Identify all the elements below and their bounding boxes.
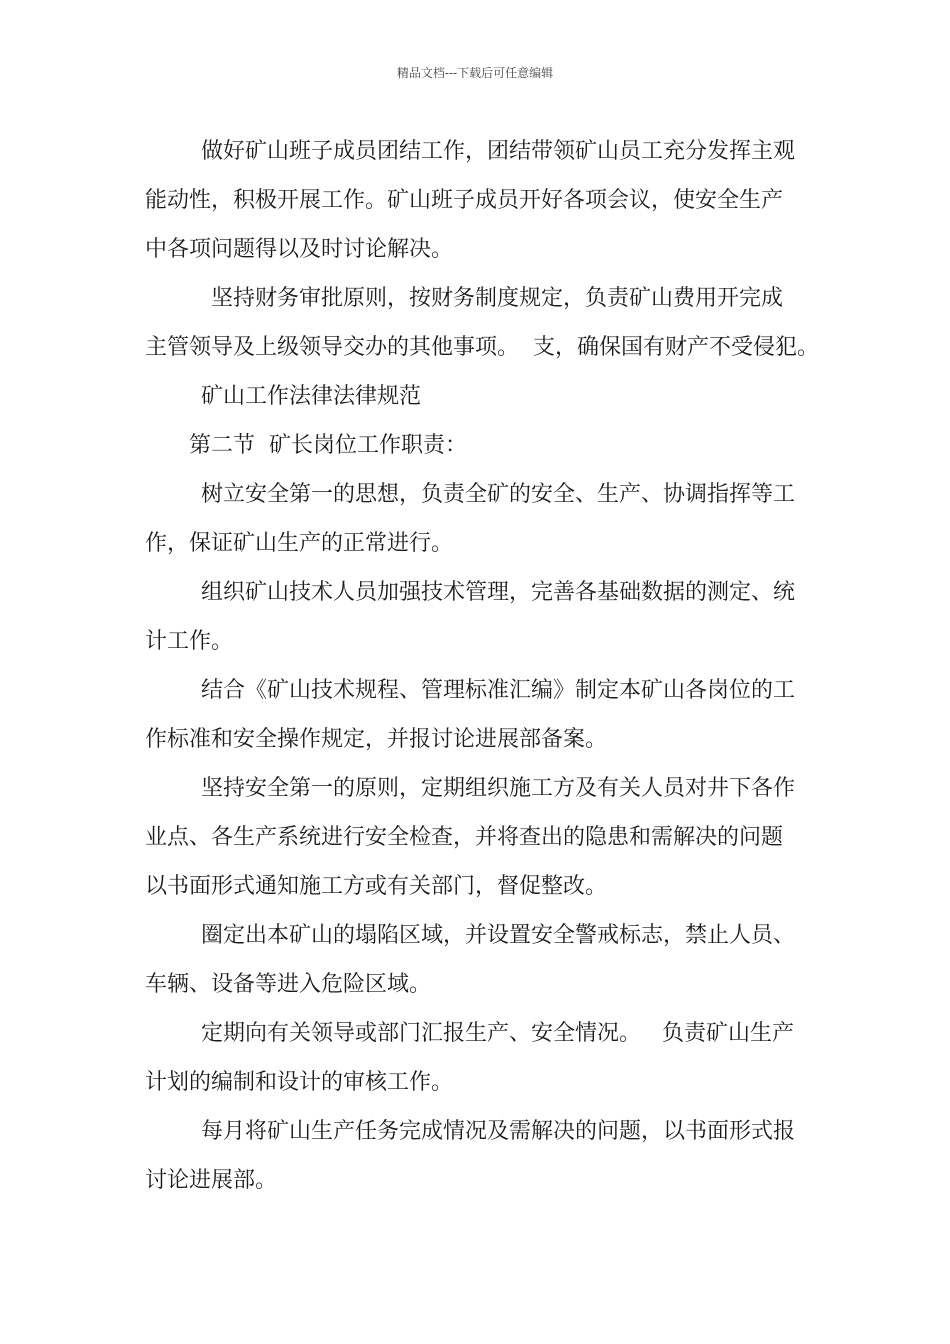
paragraph-reporting xyxy=(145,1009,825,1107)
paragraph-safety-first xyxy=(145,470,825,568)
paragraph-team-unity xyxy=(145,127,825,274)
text-line: 组织矿山技术人员加强技术管理，完善各基础数据的测定、统 xyxy=(201,580,796,605)
text-line: 第二节 矿长岗位工作职责： xyxy=(189,433,467,458)
text-line: 定期向有关领导或部门汇报生产、安全情况。 负责矿山生产 xyxy=(201,1021,794,1046)
paragraph-inspection xyxy=(145,764,825,911)
text-line: 中各项问题得以及时讨论解决。 xyxy=(145,237,454,262)
text-line: 圈定出本矿山的塌陷区域，并设置安全警戒标志，禁止人员、 xyxy=(201,923,796,948)
text-line: 作，保证矿山生产的正常进行。 xyxy=(145,531,454,556)
paragraph-standards xyxy=(145,666,825,764)
paragraph-subsidence xyxy=(145,911,825,1009)
text-line: 能动性，积极开展工作。矿山班子成员开好各项会议，使安全生产 xyxy=(145,188,784,213)
paragraph-monthly-report xyxy=(145,1107,825,1205)
section-heading xyxy=(145,421,825,470)
text-line: 作标准和安全操作规定，并报讨论进展部备案。 xyxy=(145,727,608,752)
text-line: 坚持安全第一的原则，定期组织施工方及有关人员对井下各作 xyxy=(201,776,796,801)
text-line: 计工作。 xyxy=(145,629,234,654)
paragraph-technical-management xyxy=(145,568,825,666)
text-line: 以书面形式通知施工方或有关部门，督促整改。 xyxy=(145,874,608,899)
text-line: 业点、各生产系统进行安全检查，并将查出的隐患和需解决的问题 xyxy=(145,825,784,850)
text-line: 树立安全第一的思想，负责全矿的安全、生产、协调指挥等工 xyxy=(201,482,796,507)
paragraph-finance xyxy=(145,274,825,372)
text-line: 矿山工作法律法律规范 xyxy=(201,384,422,409)
text-line: 结合《矿山技术规程、管理标准汇编》制定本矿山各岗位的工 xyxy=(201,678,796,703)
paragraph-legal xyxy=(145,372,825,421)
document-body xyxy=(145,127,825,1205)
text-line: 主管领导及上级领导交办的其他事项。 支，确保国有财产不受侵犯。 xyxy=(145,335,819,360)
text-line: 坚持财务审批原则，按财务制度规定，负责矿山费用开完成 xyxy=(211,286,784,311)
text-line: 讨论进展部。 xyxy=(145,1168,278,1193)
text-line: 计划的编制和设计的审核工作。 xyxy=(145,1070,454,1095)
text-line: 车辆、设备等进入危险区域。 xyxy=(145,972,432,997)
text-line: 每月将矿山生产任务完成情况及需解决的问题，以书面形式报 xyxy=(201,1119,796,1144)
text-line: 做好矿山班子成员团结工作，团结带领矿山员工充分发挥主观 xyxy=(201,139,796,164)
page-header: 精品文档---下载后可任意编辑 xyxy=(396,66,554,80)
